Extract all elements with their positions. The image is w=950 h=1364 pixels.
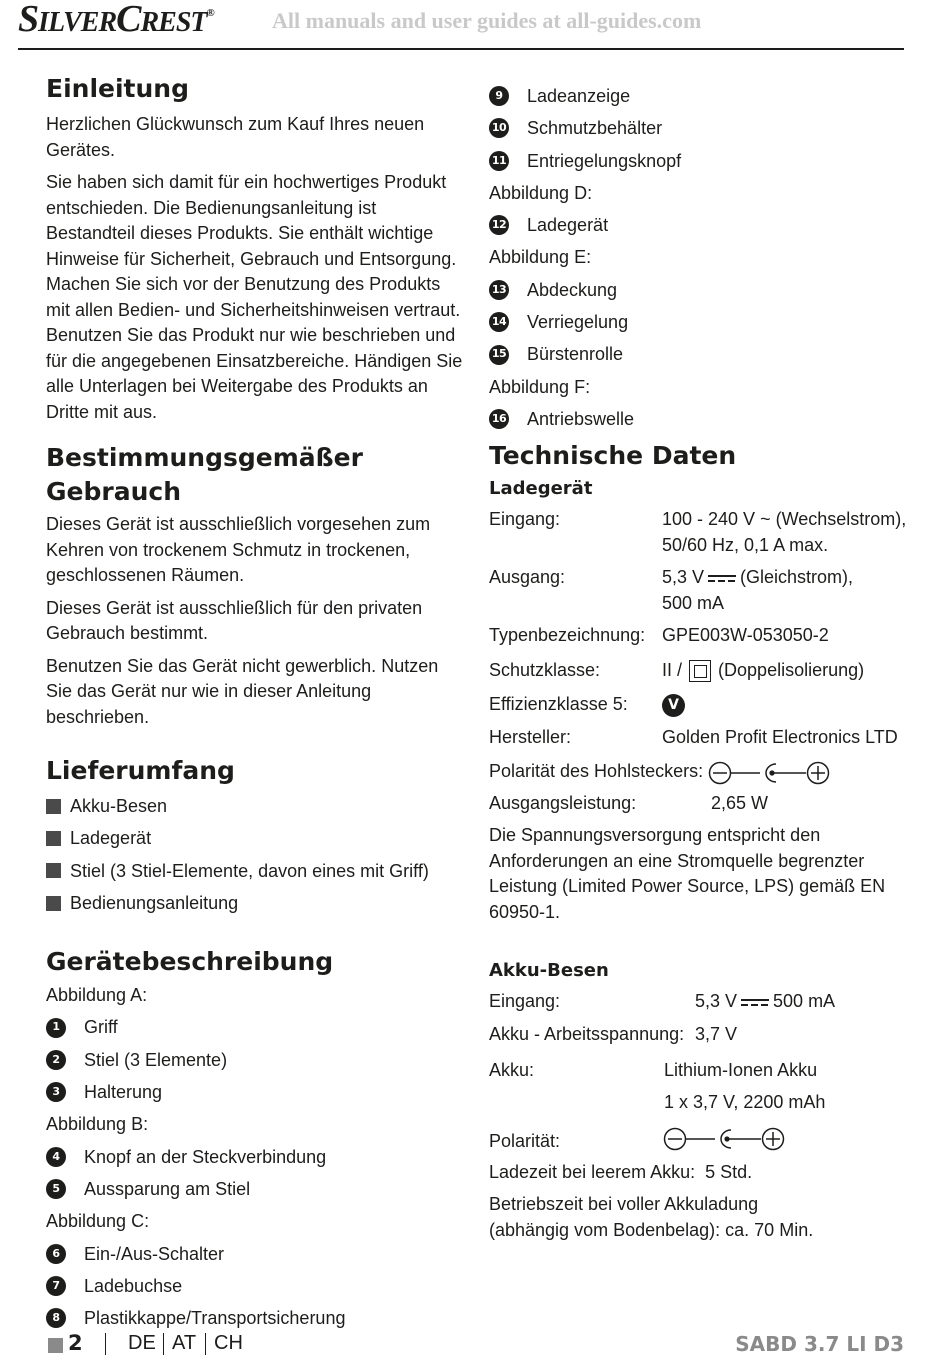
polarity-icon bbox=[708, 761, 832, 785]
number-badge-icon: 6 bbox=[46, 1244, 66, 1264]
list-item: Akku-Besen bbox=[46, 790, 466, 822]
list-item: Ladegerät bbox=[46, 822, 466, 854]
bullet-square-icon bbox=[46, 896, 61, 911]
list-item: 5 Aussparung am Stiel bbox=[46, 1173, 466, 1205]
language-de: DE bbox=[128, 1332, 156, 1354]
number-badge-icon: 13 bbox=[489, 280, 509, 300]
number-badge-icon: 16 bbox=[489, 409, 509, 429]
figure-label: Abbildung B: bbox=[46, 1114, 149, 1135]
heading-technische-daten: Technische Daten bbox=[489, 441, 737, 471]
efficiency-v-icon: V bbox=[662, 694, 685, 717]
number-badge-icon: 3 bbox=[46, 1082, 66, 1102]
language-at: AT bbox=[172, 1332, 197, 1354]
list-item: 1 Griff bbox=[46, 1011, 466, 1043]
header-divider bbox=[18, 48, 904, 50]
list-item: 7 Ladebuchse bbox=[46, 1270, 466, 1302]
spec-row-typ: Typenbezeichnung: GPE003W-053050-2 bbox=[489, 625, 829, 646]
number-badge-icon: 14 bbox=[489, 312, 509, 332]
list-item: 14 Verriegelung bbox=[489, 306, 909, 338]
list-item: 10 Schmutzbehälter bbox=[489, 112, 909, 144]
bullet-square-icon bbox=[46, 831, 61, 846]
section-lieferumfang bbox=[46, 754, 466, 919]
number-badge-icon: 8 bbox=[46, 1308, 66, 1328]
list-item: Bedienungsanleitung bbox=[46, 887, 466, 919]
paragraph: Benutzen Sie das Gerät nicht gewerblich. Nutzen Sie das Gerät nur wie in dieser Anleitung beschrieben. bbox=[46, 655, 439, 727]
list-item: Stiel (3 Stiel-Elemente, davon eines mit Griff) bbox=[46, 855, 466, 887]
list-item: 2 Stiel (3 Elemente) bbox=[46, 1044, 466, 1076]
heading-lieferumfang: Lieferumfang bbox=[46, 756, 235, 785]
footer-square-icon bbox=[48, 1338, 63, 1353]
list-item: 13 Abdeckung bbox=[489, 274, 909, 306]
figure-label: Abbildung D: bbox=[489, 182, 593, 203]
polarity-icon bbox=[663, 1127, 787, 1151]
bullet-square-icon bbox=[46, 799, 61, 814]
list-item: 11 Entriegelungsknopf bbox=[489, 145, 909, 177]
list-item: 12 Ladegerät bbox=[489, 209, 909, 241]
figure-label: Abbildung F: bbox=[489, 376, 591, 397]
section-einleitung bbox=[46, 72, 466, 425]
bullet-square-icon bbox=[46, 863, 61, 878]
number-badge-icon: 5 bbox=[46, 1179, 66, 1199]
number-badge-icon: 4 bbox=[46, 1147, 66, 1167]
heading-geraetebeschreibung: Gerätebeschreibung bbox=[46, 947, 334, 977]
spec-row-b-akku: Akku: Lithium-Ionen Akku 1 x 3,7 V, 2200 mAh bbox=[489, 1060, 826, 1113]
spec-row-polaritaet-hohlstecker: Polarität des Hohlsteckers: bbox=[489, 759, 909, 785]
number-badge-icon: 7 bbox=[46, 1276, 66, 1296]
subheading-akku-besen: Akku-Besen bbox=[489, 960, 609, 982]
figure-label: Abbildung C: bbox=[46, 1211, 150, 1232]
section-geraetebeschreibung bbox=[46, 945, 466, 1334]
spec-row-eingang: Eingang: 100 - 240 V ~ (Wechselstrom), 50/60 Hz, 0,1 A max. bbox=[489, 509, 907, 555]
number-badge-icon: 10 bbox=[489, 118, 509, 138]
page-footer bbox=[46, 1330, 904, 1362]
paragraph: Dieses Gerät ist ausschließlich für den privaten Gebrauch bestimmt. bbox=[46, 597, 423, 643]
double-insulation-icon bbox=[689, 660, 711, 682]
subheading-ladegeraet: Ladegerät bbox=[489, 478, 593, 500]
heading-bestimmung-line2: Gebrauch bbox=[46, 477, 181, 506]
watermark: All manuals and user guides at all-guides.com bbox=[272, 8, 702, 33]
spec-row-ausgangsleistung: Ausgangsleistung: 2,65 W bbox=[489, 792, 769, 813]
figure-label: Abbildung E: bbox=[489, 247, 592, 268]
paragraph: Dieses Gerät ist ausschließlich vorgesehen zum Kehren von trockenem Schmutz in trockenen, geschlossenen Räumen. bbox=[46, 514, 431, 585]
left-column bbox=[46, 72, 466, 1334]
number-badge-icon: 9 bbox=[489, 86, 509, 106]
dc-current-icon bbox=[741, 998, 769, 1008]
spec-row-b-polaritaet: Polarität: bbox=[489, 1125, 909, 1151]
section-technische-daten bbox=[489, 439, 909, 1243]
dc-current-icon bbox=[708, 574, 736, 584]
language-ch: CH bbox=[214, 1332, 243, 1354]
spec-row-ausgang: Ausgang: 5,3 V (Gleichstrom), 500 mA bbox=[489, 567, 854, 613]
brand-logo: SILVERCREST® bbox=[18, 0, 214, 40]
divider bbox=[205, 1333, 206, 1355]
list-item: 16 Antriebswelle bbox=[489, 403, 909, 435]
list-item: 8 Plastikkappe/Transportsicherung bbox=[46, 1302, 466, 1334]
number-badge-icon: 15 bbox=[489, 345, 509, 365]
paragraph: Sie haben sich damit für ein hochwertiges Produkt entschieden. Die Bedienungsanleitung ist Bestandteil dieses Produkts. Sie enthält wichtige Hinweise für Sicherheit, Gebrauch und Entsorgung. Machen Sie sich vor der Benutzung des Produkts mit allen Bedien- und Sicherheitshinweisen vertraut. Benutzen Sie das Produkt nur wie beschrieben und für die angegebenen Einsatzbereiche. Händigen Sie alle Unterlagen bei Weitergabe des Produkts an Dritte mit aus. bbox=[46, 172, 463, 422]
divider bbox=[105, 1333, 106, 1355]
right-column bbox=[489, 80, 909, 1243]
spec-row-hersteller: Hersteller: Golden Profit Electronics LTD bbox=[489, 726, 898, 747]
spec-row-effizienz: Effizienzklasse 5: V bbox=[489, 692, 909, 718]
list-item: 4 Knopf an der Steckverbindung bbox=[46, 1141, 466, 1173]
list-item: 9 Ladeanzeige bbox=[489, 80, 909, 112]
model-number: SABD 3.7 LI D3 bbox=[735, 1332, 904, 1356]
heading-bestimmung-line1: Bestimmungsgemäßer bbox=[46, 443, 363, 472]
page-header bbox=[18, 0, 904, 52]
number-badge-icon: 11 bbox=[489, 151, 509, 171]
paragraph: Herzlichen Glückwunsch zum Kauf Ihres neuen Gerätes. bbox=[46, 114, 425, 160]
page-number: 2 bbox=[68, 1331, 83, 1355]
spec-row-b-arbeitsspannung: Akku - Arbeitsspannung: 3,7 V bbox=[489, 1023, 738, 1044]
spec-row-b-betriebszeit: Betriebszeit bei voller Akkuladung (abhängig vom Bodenbelag): ca. 70 Min. bbox=[489, 1194, 814, 1240]
section-bestimmung bbox=[46, 441, 466, 730]
number-badge-icon: 12 bbox=[489, 215, 509, 235]
list-item: 15 Bürstenrolle bbox=[489, 338, 909, 370]
list-item: 6 Ein-/Aus-Schalter bbox=[46, 1238, 466, 1270]
list-item: 3 Halterung bbox=[46, 1076, 466, 1108]
spec-row-b-eingang: Eingang: 5,3 V 500 mA bbox=[489, 991, 836, 1012]
paragraph-note: Die Spannungsversorgung entspricht den Anforderungen an eine Stromquelle begrenzter Leistung (Limited Power Source, LPS) gemäß EN 60950-1. bbox=[489, 825, 886, 922]
spec-row-b-ladezeit: Ladezeit bei leerem Akku: 5 Std. bbox=[489, 1161, 753, 1182]
number-badge-icon: 2 bbox=[46, 1050, 66, 1070]
heading-einleitung: Einleitung bbox=[46, 74, 189, 103]
spec-row-schutzklasse: Schutzklasse: II / (Doppelisolierung) bbox=[489, 658, 909, 684]
figure-label: Abbildung A: bbox=[46, 985, 148, 1006]
divider bbox=[163, 1333, 164, 1355]
number-badge-icon: 1 bbox=[46, 1018, 66, 1038]
